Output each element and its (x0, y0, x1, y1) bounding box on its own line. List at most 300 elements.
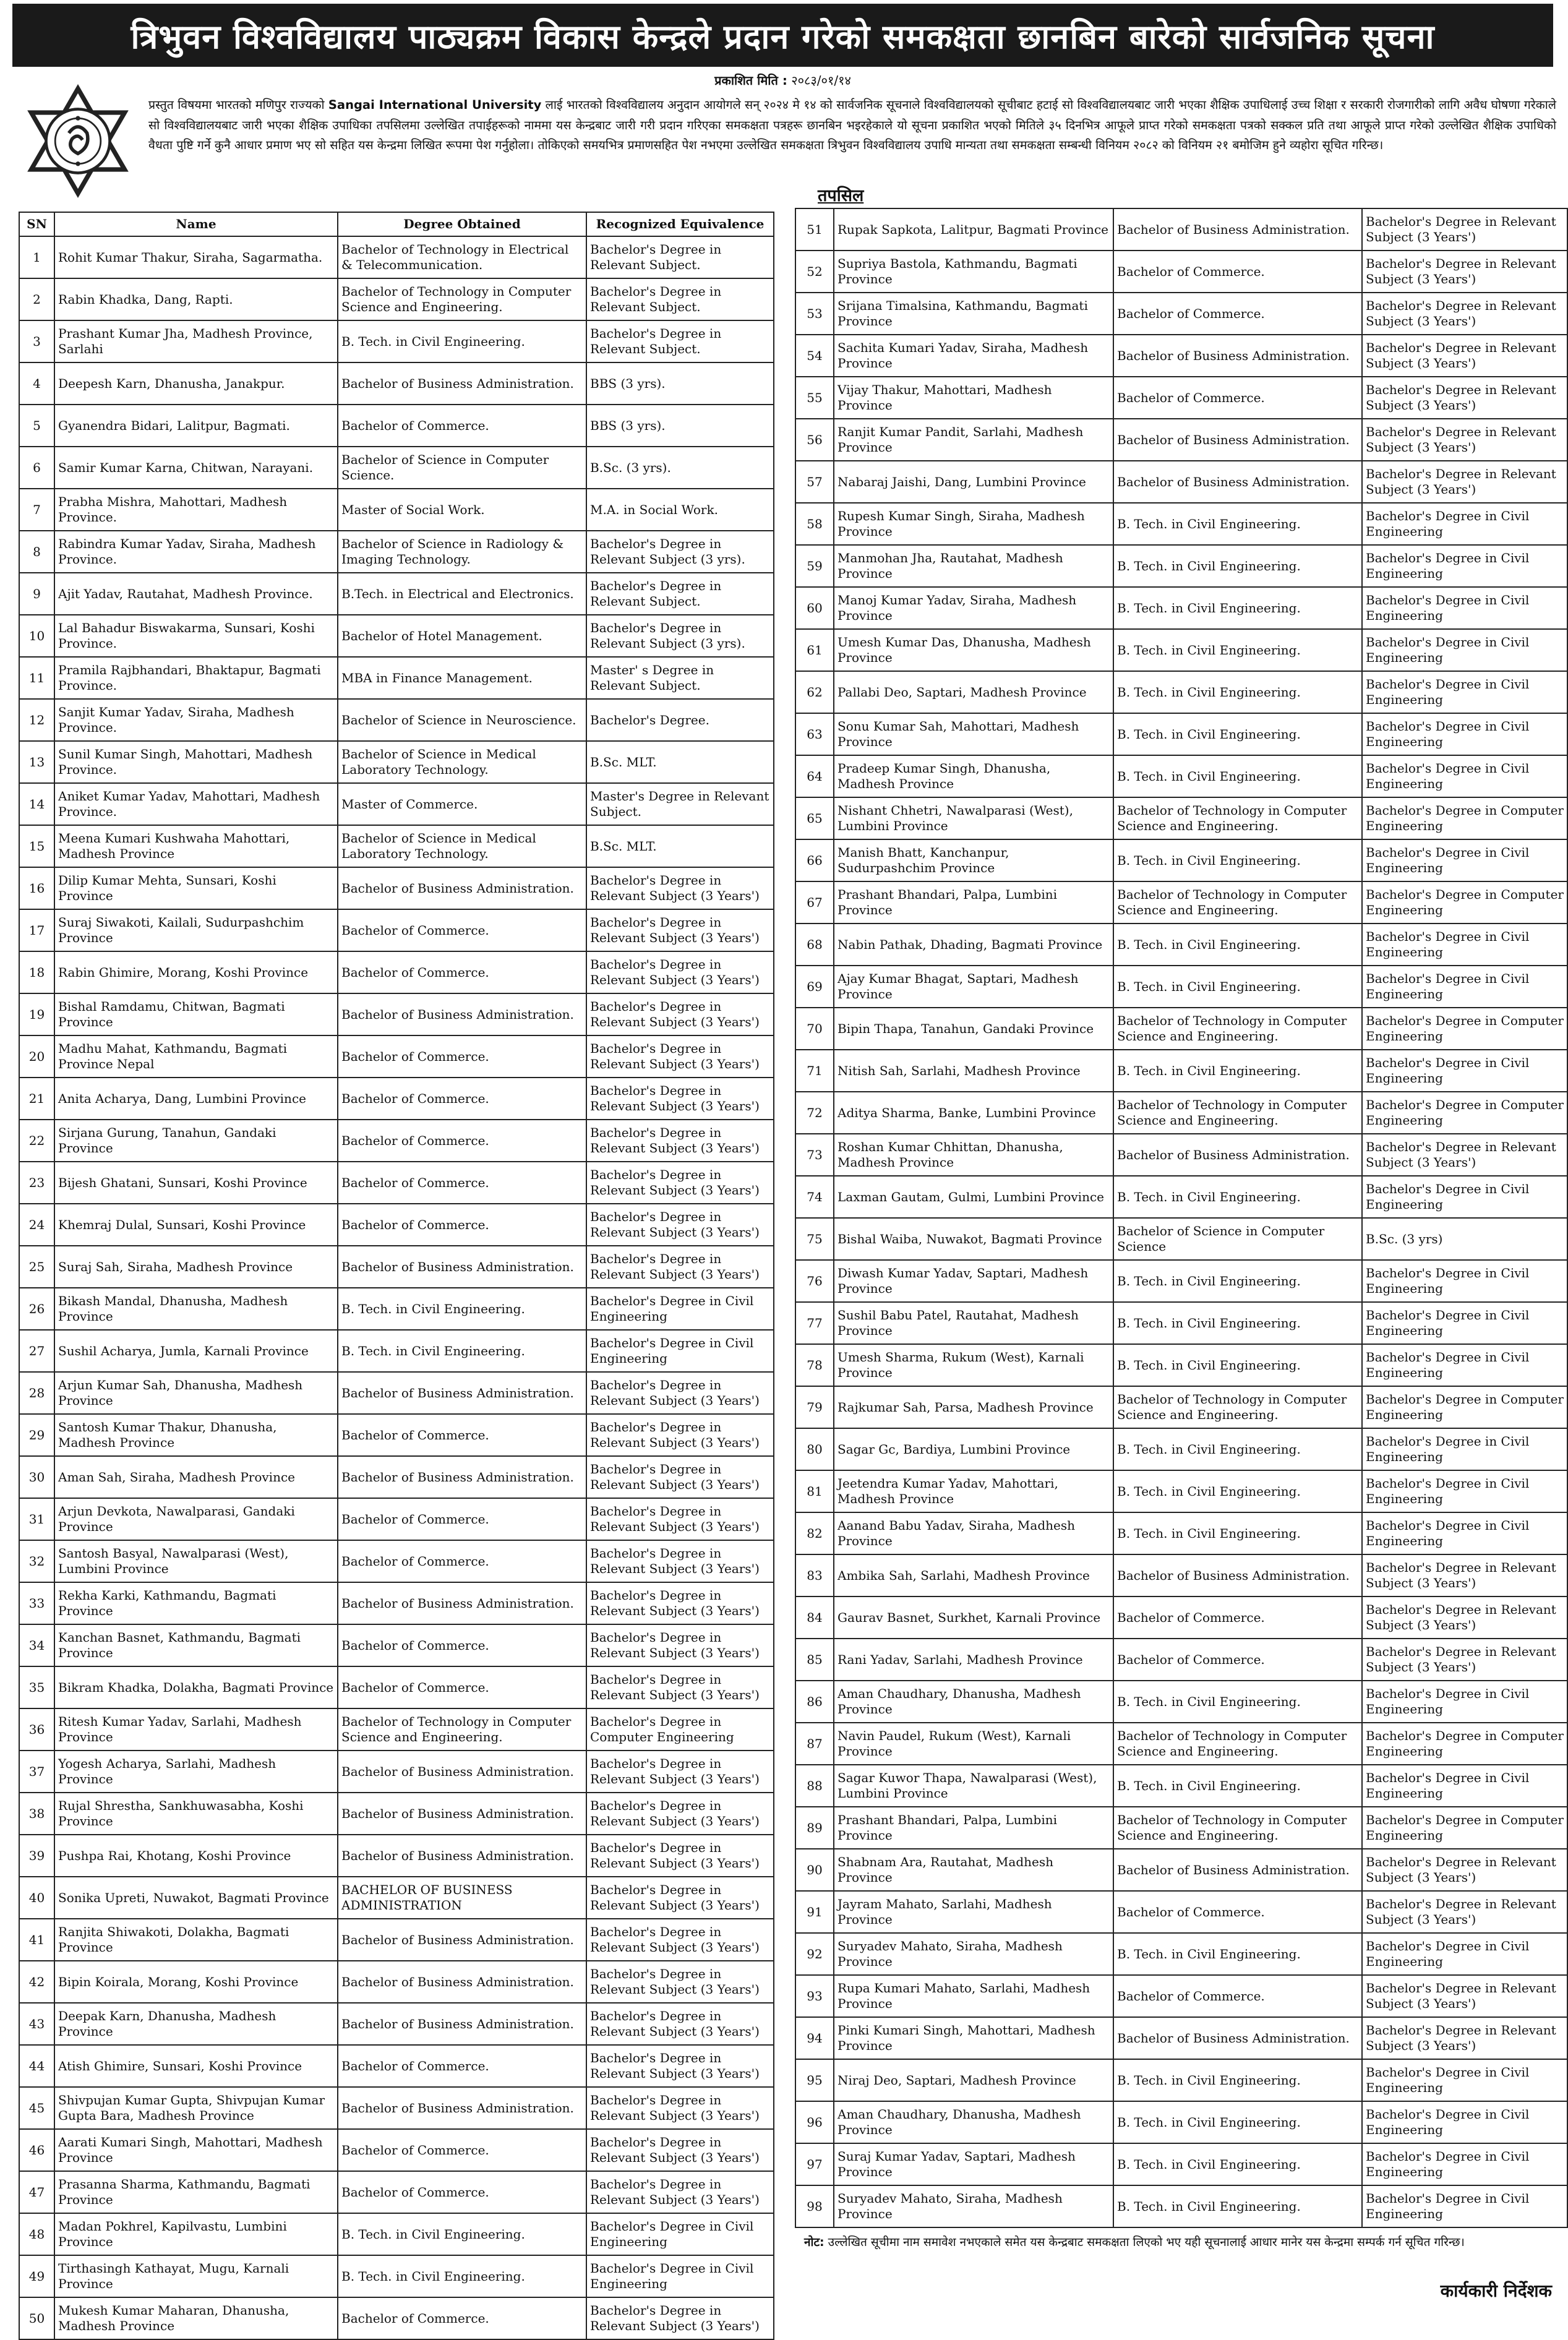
cell-equivalence: Bachelor's Degree in Relevant Subject (3 Years') (1362, 1639, 1567, 1681)
cell-name: Pinki Kumari Singh, Mahottari, Madhesh Province (834, 2017, 1113, 2059)
table-row (795, 2059, 1567, 2101)
cell-name: Ranjit Kumar Pandit, Sarlahi, Madhesh Province (834, 419, 1113, 461)
cell-equivalence: Bachelor's Degree in Relevant Subject (3 Years') (1362, 1975, 1567, 2017)
cell-degree: Bachelor of Business Administration. (338, 2003, 586, 2045)
cell-name: Lal Bahadur Biswakarma, Sunsari, Koshi Province. (54, 615, 338, 657)
cell-name: Umesh Kumar Das, Dhanusha, Madhesh Province (834, 629, 1113, 671)
cell-equivalence: Bachelor's Degree in Relevant Subject (3 Years') (1362, 335, 1567, 377)
cell-degree: Bachelor of Commerce. (338, 1078, 586, 1120)
cell-sn: 97 (795, 2143, 834, 2185)
table-row (795, 587, 1567, 629)
cell-equivalence: Bachelor's Degree in Civil Engineering (586, 2255, 774, 2297)
cell-sn: 11 (19, 657, 54, 699)
cell-sn: 70 (795, 1008, 834, 1050)
footnote-label: नोट: (804, 2235, 825, 2249)
cell-name: Pradeep Kumar Singh, Dhanusha, Madhesh Province (834, 755, 1113, 797)
table-row (795, 2017, 1567, 2059)
table-row (19, 2129, 774, 2171)
cell-equivalence: Bachelor's Degree in Civil Engineering (1362, 1050, 1567, 1092)
cell-degree: B. Tech. in Civil Engineering. (338, 1288, 586, 1330)
cell-degree: Bachelor of Commerce. (338, 909, 586, 951)
col-header-degree: Degree Obtained (338, 212, 586, 236)
table-row (795, 1260, 1567, 1302)
cell-equivalence: Bachelor's Degree in Relevant Subject (3 Years') (586, 1919, 774, 1961)
cell-name: Santosh Basyal, Nawalparasi (West), Lumbini Province (54, 1540, 338, 1582)
cell-equivalence: Bachelor's Degree in Relevant Subject (3 Years') (586, 1751, 774, 1793)
cell-sn: 68 (795, 924, 834, 966)
table-row (19, 2297, 774, 2339)
table-row (19, 1708, 774, 1751)
cell-sn: 57 (795, 461, 834, 503)
table-row (19, 783, 774, 825)
cell-sn: 67 (795, 881, 834, 924)
cell-name: Bipin Thapa, Tanahun, Gandaki Province (834, 1008, 1113, 1050)
cell-name: Manmohan Jha, Rautahat, Madhesh Province (834, 545, 1113, 587)
cell-equivalence: Bachelor's Degree in Relevant Subject (3 Years') (586, 1793, 774, 1835)
cell-sn: 54 (795, 335, 834, 377)
cell-name: Manish Bhatt, Kanchanpur, Sudurpashchim Province (834, 839, 1113, 881)
cell-sn: 43 (19, 2003, 54, 2045)
cell-name: Bikash Mandal, Dhanusha, Madhesh Province (54, 1288, 338, 1330)
cell-sn: 37 (19, 1751, 54, 1793)
cell-name: Rujal Shrestha, Sankhuwasabha, Koshi Province (54, 1793, 338, 1835)
cell-sn: 73 (795, 1134, 834, 1176)
table-row (795, 251, 1567, 293)
cell-equivalence: Bachelor's Degree in Relevant Subject (3 Years') (1362, 1134, 1567, 1176)
cell-degree: B. Tech. in Civil Engineering. (1113, 755, 1362, 797)
cell-sn: 25 (19, 1246, 54, 1288)
cell-degree: Bachelor of Business Administration. (338, 1919, 586, 1961)
cell-sn: 42 (19, 1961, 54, 2003)
cell-sn: 55 (795, 377, 834, 419)
cell-degree: B. Tech. in Civil Engineering. (1113, 1512, 1362, 1554)
cell-name: Shivpujan Kumar Gupta, Shivpujan Kumar Gupta Bara, Madhesh Province (54, 2087, 338, 2129)
cell-name: Bishal Waiba, Nuwakot, Bagmati Province (834, 1218, 1113, 1260)
cell-degree: Bachelor of Technology in Computer Science and Engineering. (1113, 1807, 1362, 1849)
cell-equivalence: Bachelor's Degree in Civil Engineering (1362, 1428, 1567, 1470)
cell-degree: B. Tech. in Civil Engineering. (1113, 545, 1362, 587)
table-row (19, 362, 774, 405)
cell-degree: Bachelor of Technology in Computer Science and Engineering. (1113, 1008, 1362, 1050)
cell-name: Meena Kumari Kushwaha Mahottari, Madhesh Province (54, 825, 338, 867)
cell-name: Manoj Kumar Yadav, Siraha, Madhesh Province (834, 587, 1113, 629)
table-row (795, 1218, 1567, 1260)
cell-equivalence: Bachelor's Degree in Relevant Subject (3 Years') (586, 1204, 774, 1246)
cell-equivalence: Bachelor's Degree in Relevant Subject (3 Years') (1362, 293, 1567, 335)
cell-name: Sushil Acharya, Jumla, Karnali Province (54, 1330, 338, 1372)
table-body-right (795, 208, 1567, 2227)
cell-sn: 21 (19, 1078, 54, 1120)
notice-body (148, 95, 1556, 156)
cell-degree: Bachelor of Commerce. (338, 2297, 586, 2339)
cell-sn: 50 (19, 2297, 54, 2339)
cell-sn: 32 (19, 1540, 54, 1582)
cell-name: Sonika Upreti, Nuwakot, Bagmati Province (54, 1877, 338, 1919)
cell-sn: 83 (795, 1554, 834, 1596)
cell-degree: Bachelor of Business Administration. (338, 867, 586, 909)
table-row (19, 1246, 774, 1288)
cell-equivalence: Bachelor's Degree in Civil Engineering (1362, 587, 1567, 629)
cell-degree: Bachelor of Commerce. (1113, 377, 1362, 419)
cell-name: Aditya Sharma, Banke, Lumbini Province (834, 1092, 1113, 1134)
cell-equivalence: Bachelor's Degree in Relevant Subject (3 Years') (1362, 1596, 1567, 1639)
cell-degree: Bachelor of Science in Radiology & Imaging Technology. (338, 531, 586, 573)
cell-equivalence: Bachelor's Degree in Civil Engineering (586, 1288, 774, 1330)
table-row (795, 713, 1567, 755)
cell-name: Kanchan Basnet, Kathmandu, Bagmati Province (54, 1624, 338, 1666)
cell-sn: 84 (795, 1596, 834, 1639)
cell-name: Shabnam Ara, Rautahat, Madhesh Province (834, 1849, 1113, 1891)
table-row (795, 1933, 1567, 1975)
table-row (19, 405, 774, 447)
cell-name: Aanand Babu Yadav, Siraha, Madhesh Province (834, 1512, 1113, 1554)
cell-equivalence: Bachelor's Degree in Civil Engineering (1362, 1470, 1567, 1512)
cell-degree: Bachelor of Business Administration. (338, 1372, 586, 1414)
table-row (19, 1288, 774, 1330)
cell-name: Rabin Khadka, Dang, Rapti. (54, 278, 338, 320)
cell-sn: 22 (19, 1120, 54, 1162)
cell-degree: Bachelor of Business Administration. (338, 1961, 586, 2003)
table-row (795, 1807, 1567, 1849)
cell-equivalence: BBS (3 yrs). (586, 405, 774, 447)
cell-name: Jayram Mahato, Sarlahi, Madhesh Province (834, 1891, 1113, 1933)
cell-name: Suryadev Mahato, Siraha, Madhesh Province (834, 2185, 1113, 2227)
cell-degree: Bachelor of Commerce. (1113, 1639, 1362, 1681)
cell-degree: Bachelor of Technology in Computer Science and Engineering. (338, 278, 586, 320)
cell-name: Niraj Deo, Saptari, Madhesh Province (834, 2059, 1113, 2101)
cell-sn: 35 (19, 1666, 54, 1708)
cell-degree: Bachelor of Business Administration. (338, 1246, 586, 1288)
cell-name: Nabin Pathak, Dhading, Bagmati Province (834, 924, 1113, 966)
cell-sn: 48 (19, 2213, 54, 2255)
cell-degree: B.Tech. in Electrical and Electronics. (338, 573, 586, 615)
cell-sn: 24 (19, 1204, 54, 1246)
cell-sn: 51 (795, 208, 834, 251)
cell-equivalence: Bachelor's Degree in Computer Engineering (1362, 1386, 1567, 1428)
cell-sn: 45 (19, 2087, 54, 2129)
cell-degree: B. Tech. in Civil Engineering. (338, 320, 586, 362)
cell-degree: Bachelor of Technology in Computer Science and Engineering. (1113, 797, 1362, 839)
footnote-text: उल्लेखित सूचीमा नाम समावेश नभएकाले समेत यस केन्द्रबाट समकक्षता लिएको भए यही सूचनालाई आधार मानेर यस केन्द्रमा सम्पर्क गर्न सूचित गरिन्छ। (824, 2235, 1465, 2249)
cell-name: Nitish Sah, Sarlahi, Madhesh Province (834, 1050, 1113, 1092)
cell-name: Nabaraj Jaishi, Dang, Lumbini Province (834, 461, 1113, 503)
cell-equivalence: Bachelor's Degree in Relevant Subject (3 Years') (586, 1035, 774, 1078)
cell-name: Deepak Karn, Dhanusha, Madhesh Province (54, 2003, 338, 2045)
table-row (19, 699, 774, 741)
cell-sn: 77 (795, 1302, 834, 1344)
cell-sn: 2 (19, 278, 54, 320)
cell-name: Mukesh Kumar Maharan, Dhanusha, Madhesh Province (54, 2297, 338, 2339)
cell-degree: Bachelor of Technology in Computer Science and Engineering. (1113, 1723, 1362, 1765)
cell-degree: B. Tech. in Civil Engineering. (1113, 2185, 1362, 2227)
cell-degree: Bachelor of Commerce. (338, 951, 586, 993)
cell-equivalence: Bachelor's Degree in Computer Engineering (1362, 797, 1567, 839)
table-row (795, 503, 1567, 545)
cell-equivalence: Bachelor's Degree in Relevant Subject (3 yrs). (586, 615, 774, 657)
cell-degree: Bachelor of Hotel Management. (338, 615, 586, 657)
equivalence-table-left (19, 212, 774, 2340)
footnote (804, 2233, 1556, 2252)
cell-name: Umesh Sharma, Rukum (West), Karnali Province (834, 1344, 1113, 1386)
table-row (795, 419, 1567, 461)
table-row (19, 1035, 774, 1078)
cell-degree: Bachelor of Commerce. (338, 1498, 586, 1540)
table-row (795, 839, 1567, 881)
cell-equivalence: Bachelor's Degree in Relevant Subject (3 Years') (586, 1877, 774, 1919)
cell-name: Rajkumar Sah, Parsa, Madhesh Province (834, 1386, 1113, 1428)
cell-equivalence: Bachelor's Degree in Relevant Subject (3 Years') (586, 909, 774, 951)
tribhuvan-university-emblem-icon (21, 84, 135, 198)
cell-equivalence: Bachelor's Degree in Civil Engineering (1362, 2185, 1567, 2227)
cell-degree: Bachelor of Commerce. (338, 2171, 586, 2213)
cell-equivalence: Bachelor's Degree in Relevant Subject (3 Years') (586, 1498, 774, 1540)
cell-name: Bikram Khadka, Dolakha, Bagmati Province (54, 1666, 338, 1708)
cell-equivalence: Bachelor's Degree in Civil Engineering (1362, 1512, 1567, 1554)
table-row (19, 1120, 774, 1162)
cell-name: Madan Pokhrel, Kapilvastu, Lumbini Province (54, 2213, 338, 2255)
cell-degree: B. Tech. in Civil Engineering. (1113, 587, 1362, 629)
cell-sn: 4 (19, 362, 54, 405)
cell-name: Sirjana Gurung, Tanahun, Gandaki Province (54, 1120, 338, 1162)
cell-sn: 31 (19, 1498, 54, 1540)
cell-equivalence: B.Sc. (3 yrs) (1362, 1218, 1567, 1260)
table-row (19, 867, 774, 909)
cell-degree: Bachelor of Commerce. (1113, 293, 1362, 335)
table-row (795, 2101, 1567, 2143)
cell-sn: 29 (19, 1414, 54, 1456)
cell-degree: Master of Commerce. (338, 783, 586, 825)
cell-degree: Bachelor of Commerce. (338, 1035, 586, 1078)
cell-equivalence: Bachelor's Degree in Relevant Subject (3 Years') (586, 1414, 774, 1456)
cell-sn: 7 (19, 489, 54, 531)
table-row (795, 1134, 1567, 1176)
cell-sn: 52 (795, 251, 834, 293)
cell-equivalence: Bachelor's Degree in Civil Engineering (1362, 1765, 1567, 1807)
cell-degree: Bachelor of Science in Computer Science. (338, 447, 586, 489)
cell-equivalence: Bachelor's Degree in Civil Engineering (1362, 755, 1567, 797)
cell-sn: 96 (795, 2101, 834, 2143)
table-row (19, 1961, 774, 2003)
table-row (795, 629, 1567, 671)
cell-degree: Bachelor of Commerce. (338, 405, 586, 447)
cell-equivalence: Bachelor's Degree in Civil Engineering (1362, 1260, 1567, 1302)
table-row (19, 1372, 774, 1414)
cell-equivalence: B.Sc. (3 yrs). (586, 447, 774, 489)
cell-sn: 38 (19, 1793, 54, 1835)
cell-equivalence: Bachelor's Degree in Civil Engineering (1362, 713, 1567, 755)
cell-sn: 46 (19, 2129, 54, 2171)
cell-degree: Bachelor of Business Administration. (1113, 419, 1362, 461)
cell-degree: Bachelor of Commerce. (338, 1666, 586, 1708)
table-row (795, 1554, 1567, 1596)
cell-degree: Bachelor of Business Administration. (1113, 1134, 1362, 1176)
cell-degree: B. Tech. in Civil Engineering. (1113, 1344, 1362, 1386)
cell-degree: B. Tech. in Civil Engineering. (1113, 1260, 1362, 1302)
table-row (19, 909, 774, 951)
cell-name: Aniket Kumar Yadav, Mahottari, Madhesh Province. (54, 783, 338, 825)
cell-degree: Bachelor of Science in Medical Laboratory Technology. (338, 741, 586, 783)
cell-equivalence: Bachelor's Degree in Relevant Subject. (586, 573, 774, 615)
cell-name: Santosh Kumar Thakur, Dhanusha, Madhesh Province (54, 1414, 338, 1456)
cell-degree: B. Tech. in Civil Engineering. (1113, 2059, 1362, 2101)
cell-name: Navin Paudel, Rukum (West), Karnali Province (834, 1723, 1113, 1765)
table-row (795, 208, 1567, 251)
cell-equivalence: Bachelor's Degree in Civil Engineering (1362, 503, 1567, 545)
cell-sn: 44 (19, 2045, 54, 2087)
cell-degree: Bachelor of Commerce. (338, 1414, 586, 1456)
cell-name: Gyanendra Bidari, Lalitpur, Bagmati. (54, 405, 338, 447)
cell-equivalence: Bachelor's Degree in Relevant Subject (3 Years') (586, 1624, 774, 1666)
cell-sn: 5 (19, 405, 54, 447)
cell-sn: 71 (795, 1050, 834, 1092)
cell-equivalence: Master' s Degree in Relevant Subject. (586, 657, 774, 699)
table-row (19, 615, 774, 657)
cell-sn: 80 (795, 1428, 834, 1470)
cell-name: Rekha Karki, Kathmandu, Bagmati Province (54, 1582, 338, 1624)
cell-name: Jeetendra Kumar Yadav, Mahottari, Madhesh Province (834, 1470, 1113, 1512)
cell-degree: Bachelor of Business Administration. (338, 1456, 586, 1498)
cell-name: Sanjit Kumar Yadav, Siraha, Madhesh Province. (54, 699, 338, 741)
table-row (795, 797, 1567, 839)
cell-equivalence: Bachelor's Degree in Civil Engineering (1362, 2143, 1567, 2185)
cell-degree: B. Tech. in Civil Engineering. (1113, 2101, 1362, 2143)
cell-name: Sagar Kuwor Thapa, Nawalparasi (West), Lumbini Province (834, 1765, 1113, 1807)
cell-equivalence: Bachelor's Degree in Relevant Subject (3 Years') (1362, 1849, 1567, 1891)
table-row (19, 2045, 774, 2087)
cell-sn: 33 (19, 1582, 54, 1624)
cell-name: Madhu Mahat, Kathmandu, Bagmati Province Nepal (54, 1035, 338, 1078)
cell-equivalence: Bachelor's Degree in Civil Engineering (1362, 924, 1567, 966)
cell-name: Rupa Kumari Mahato, Sarlahi, Madhesh Province (834, 1975, 1113, 2017)
cell-sn: 47 (19, 2171, 54, 2213)
cell-equivalence: Bachelor's Degree in Computer Engineering (1362, 1807, 1567, 1849)
cell-degree: B. Tech. in Civil Engineering. (1113, 1176, 1362, 1218)
cell-equivalence: Bachelor's Degree in Civil Engineering (1362, 2059, 1567, 2101)
cell-equivalence: Bachelor's Degree in Relevant Subject (3 Years') (586, 2171, 774, 2213)
table-row (19, 1919, 774, 1961)
col-header-sn: SN (19, 212, 54, 236)
table-row (795, 1723, 1567, 1765)
cell-degree: B. Tech. in Civil Engineering. (1113, 966, 1362, 1008)
cell-name: Bijesh Ghatani, Sunsari, Koshi Province (54, 1162, 338, 1204)
cell-name: Prabha Mishra, Mahottari, Madhesh Province. (54, 489, 338, 531)
cell-name: Prasanna Sharma, Kathmandu, Bagmati Province (54, 2171, 338, 2213)
cell-name: Arjun Kumar Sah, Dhanusha, Madhesh Province (54, 1372, 338, 1414)
cell-equivalence: Bachelor's Degree in Relevant Subject (3 Years') (586, 1540, 774, 1582)
cell-equivalence: Bachelor's Degree in Relevant Subject (3 Years') (1362, 251, 1567, 293)
table-row (19, 1624, 774, 1666)
table-row (19, 320, 774, 362)
cell-equivalence: BBS (3 yrs). (586, 362, 774, 405)
cell-name: Samir Kumar Karna, Chitwan, Narayani. (54, 447, 338, 489)
table-row (795, 1176, 1567, 1218)
cell-sn: 36 (19, 1708, 54, 1751)
cell-sn: 20 (19, 1035, 54, 1078)
table-row (795, 1975, 1567, 2017)
table-row (795, 1050, 1567, 1092)
cell-equivalence: Bachelor's Degree in Civil Engineering (1362, 2101, 1567, 2143)
cell-degree: B. Tech. in Civil Engineering. (1113, 1765, 1362, 1807)
cell-sn: 12 (19, 699, 54, 741)
table-row (795, 1596, 1567, 1639)
cell-name: Sonu Kumar Sah, Mahottari, Madhesh Province (834, 713, 1113, 755)
cell-degree: Bachelor of Business Administration. (1113, 461, 1362, 503)
table-row (795, 966, 1567, 1008)
cell-name: Ritesh Kumar Yadav, Sarlahi, Madhesh Province (54, 1708, 338, 1751)
cell-name: Gaurav Basnet, Surkhet, Karnali Province (834, 1596, 1113, 1639)
cell-degree: Bachelor of Commerce. (338, 2045, 586, 2087)
cell-equivalence: Bachelor's Degree in Relevant Subject (3 Years') (1362, 419, 1567, 461)
table-row (19, 993, 774, 1035)
table-row (795, 335, 1567, 377)
table-row (19, 2087, 774, 2129)
cell-degree: Bachelor of Commerce. (338, 1624, 586, 1666)
cell-equivalence: Bachelor's Degree in Relevant Subject (3 Years') (586, 1372, 774, 1414)
table-row (19, 2003, 774, 2045)
table-row (19, 1330, 774, 1372)
cell-name: Khemraj Dulal, Sunsari, Koshi Province (54, 1204, 338, 1246)
table-row (795, 1891, 1567, 1933)
cell-sn: 93 (795, 1975, 834, 2017)
cell-degree: B. Tech. in Civil Engineering. (1113, 1470, 1362, 1512)
table-row (795, 1681, 1567, 1723)
table-row (795, 1470, 1567, 1512)
table-row (795, 1849, 1567, 1891)
cell-sn: 98 (795, 2185, 834, 2227)
cell-degree: Bachelor of Science in Medical Laboratory Technology. (338, 825, 586, 867)
cell-sn: 34 (19, 1624, 54, 1666)
cell-name: Aman Chaudhary, Dhanusha, Madhesh Province (834, 1681, 1113, 1723)
table-row (19, 657, 774, 699)
cell-equivalence: Bachelor's Degree in Relevant Subject (3 Years') (1362, 1891, 1567, 1933)
signatory-title: कार्यकारी निर्देशक (1440, 2281, 1552, 2301)
cell-degree: Bachelor of Business Administration. (338, 993, 586, 1035)
cell-name: Vijay Thakur, Mahottari, Madhesh Province (834, 377, 1113, 419)
cell-equivalence: Bachelor's Degree. (586, 699, 774, 741)
cell-sn: 61 (795, 629, 834, 671)
cell-name: Rabin Ghimire, Morang, Koshi Province (54, 951, 338, 993)
cell-degree: B. Tech. in Civil Engineering. (1113, 1428, 1362, 1470)
cell-sn: 78 (795, 1344, 834, 1386)
cell-degree: Bachelor of Commerce. (1113, 1975, 1362, 2017)
cell-sn: 90 (795, 1849, 834, 1891)
table-row (795, 293, 1567, 335)
cell-degree: B. Tech. in Civil Engineering. (1113, 924, 1362, 966)
cell-degree: Bachelor of Business Administration. (1113, 1849, 1362, 1891)
table-row (795, 1092, 1567, 1134)
cell-equivalence: Bachelor's Degree in Civil Engineering (1362, 629, 1567, 671)
cell-name: Pushpa Rai, Khotang, Koshi Province (54, 1835, 338, 1877)
table-row (795, 881, 1567, 924)
cell-equivalence: Bachelor's Degree in Relevant Subject. (586, 278, 774, 320)
table-row (19, 447, 774, 489)
cell-equivalence: Bachelor's Degree in Relevant Subject (3 Years') (586, 2297, 774, 2339)
notice-body-text-1: प्रस्तुत विषयमा भारतको मणिपुर राज्यको (148, 98, 328, 112)
cell-equivalence: Bachelor's Degree in Computer Engineering (1362, 1092, 1567, 1134)
cell-equivalence: Bachelor's Degree in Civil Engineering (1362, 1681, 1567, 1723)
cell-equivalence: Bachelor's Degree in Civil Engineering (1362, 1344, 1567, 1386)
cell-sn: 9 (19, 573, 54, 615)
cell-equivalence: Bachelor's Degree in Relevant Subject. (586, 236, 774, 278)
cell-sn: 13 (19, 741, 54, 783)
cell-degree: Bachelor of Commerce. (338, 1120, 586, 1162)
cell-sn: 88 (795, 1765, 834, 1807)
cell-sn: 39 (19, 1835, 54, 1877)
cell-sn: 10 (19, 615, 54, 657)
published-date-label: प्रकाशित मिति : (714, 73, 787, 88)
cell-equivalence: Bachelor's Degree in Computer Engineering (1362, 1008, 1567, 1050)
cell-sn: 63 (795, 713, 834, 755)
